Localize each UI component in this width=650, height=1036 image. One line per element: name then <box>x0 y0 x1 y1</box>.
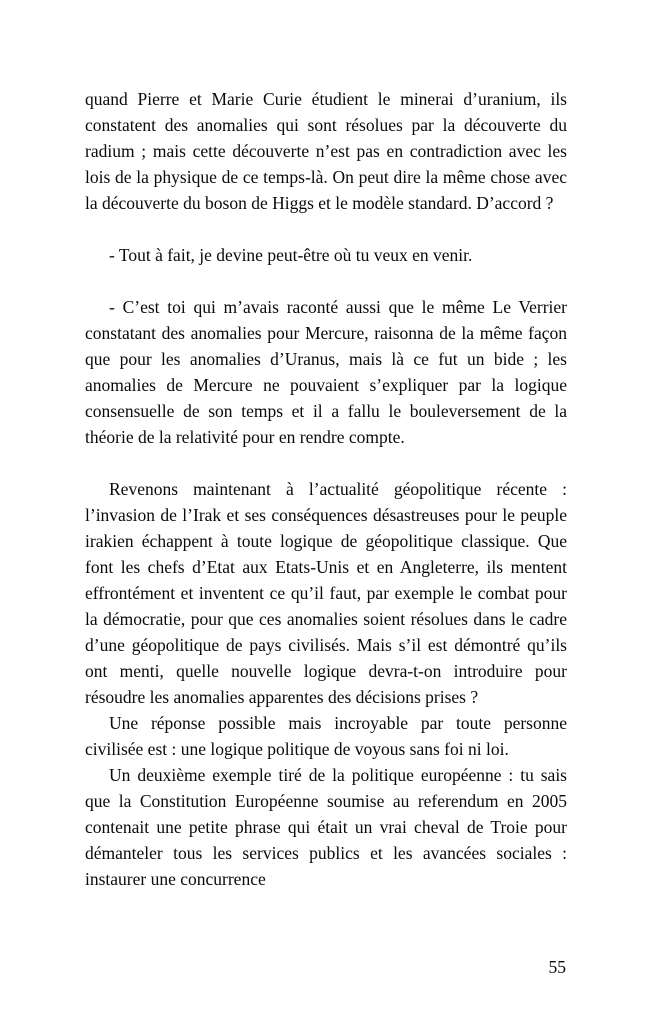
paragraph-continuation: quand Pierre et Marie Curie étudient le minerai d’uranium, ils constatent des anomalies qui sont résolues par la découverte du radium ; mais cette découverte n’est pas en contradiction avec les lois de la physique de ce temps-là. On peut dire la même chose avec la découverte du boson de Higgs et le modèle standard. D’accord ? <box>85 89 567 213</box>
paragraph: Une réponse possible mais incroyable par toute personne civilisée est : une logique politique de voyous sans foi ni loi. <box>85 713 567 759</box>
page-text <box>85 86 567 892</box>
paragraph-dialogue: - C’est toi qui m’avais raconté aussi que le même Le Verrier constatant des anomalies pour Mercure, raisonna de la même façon que pour les anomalies d’Uranus, mais là ce fut un bide ; les anomalies de Mercure ne pouvaient s’expliquer par la logique consensuelle de son temps et il a fallu le bouleversement de la théorie de la relativité pour en rendre compte. <box>85 297 567 447</box>
paragraph-dialogue: - Tout à fait, je devine peut-être où tu veux en venir. <box>109 245 473 265</box>
paragraph: Un deuxième exemple tiré de la politique européenne : tu sais que la Constitution Européenne soumise au referendum en 2005 contenait une petite phrase qui était un vrai cheval de Troie pour démanteler tous les services publics et les avancées sociales : instaurer une concurrence <box>85 765 567 889</box>
page-number: 55 <box>548 957 566 977</box>
paragraph: Revenons maintenant à l’actualité géopolitique récente : l’invasion de l’Irak et ses conséquences désastreuses pour le peuple irakien échappent à toute logique de géopolitique classique. Que font les chefs d’Etat aux Etats-Unis et en Angleterre, ils mentent effrontément et inventent ce qu’il faut, par exemple le combat pour la démocratie, pour que ces anomalies soient résolues dans le cadre d’une géopolitique de pays civilisés. Mais s’il est démontré qu’ils ont menti, quelle nouvelle logique devra-t-on introduire pour résoudre les anomalies apparentes des décisions prises ? <box>85 479 567 707</box>
